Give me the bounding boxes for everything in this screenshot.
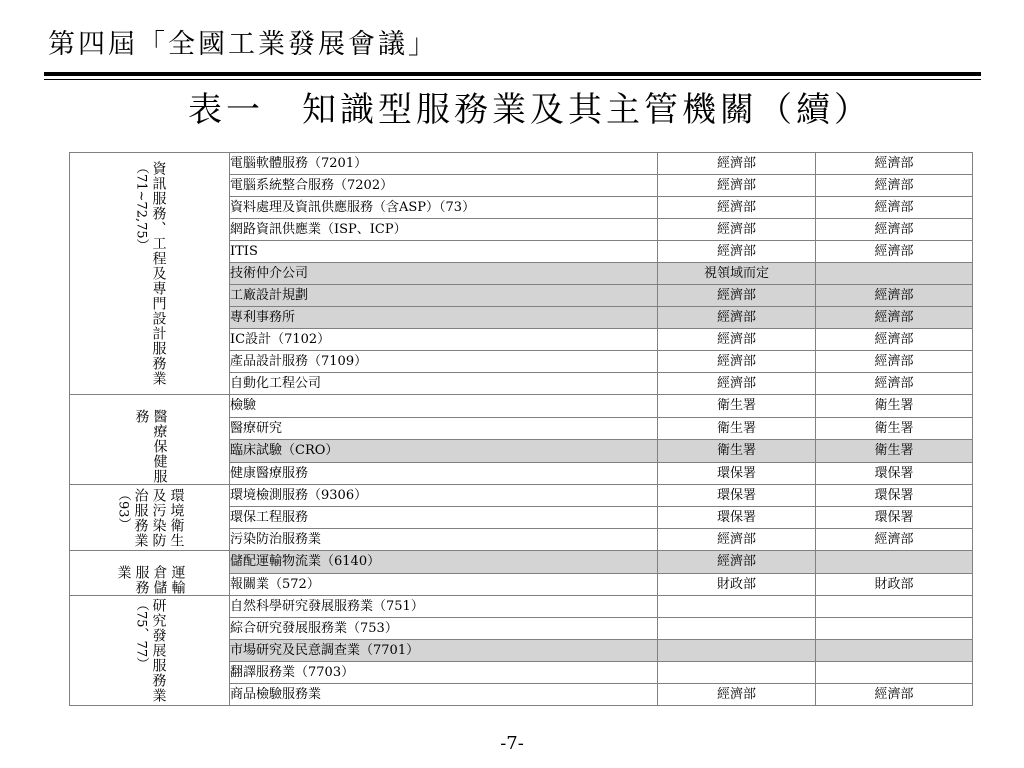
service-item-cell: 環境檢測服務（9306） — [230, 485, 658, 507]
table-row — [70, 596, 973, 618]
authority-cell — [658, 662, 816, 684]
category-label — [114, 565, 186, 595]
category-text: 及污染防 — [150, 487, 167, 548]
authority-cell: 經濟部 — [658, 175, 816, 197]
category-label — [133, 161, 167, 386]
category-text: 資訊服務、工程及專門設計服務業 — [150, 161, 167, 386]
authority-cell: 經濟部 — [658, 529, 816, 551]
services-authority-table — [69, 152, 973, 706]
authority-cell: 環保署 — [658, 507, 816, 529]
authority-cell: 經濟部 — [658, 241, 816, 263]
authority-cell: 經濟部 — [816, 684, 973, 706]
authority-cell: 環保署 — [658, 462, 816, 485]
category-code: （93） — [115, 487, 131, 531]
authority-cell: 經濟部 — [816, 373, 973, 395]
header-rule-thin — [44, 79, 981, 80]
authority-cell: 環保署 — [816, 507, 973, 529]
authority-cell — [816, 662, 973, 684]
authority-cell — [658, 640, 816, 662]
authority-cell: 環保署 — [658, 485, 816, 507]
category-code: （75、77） — [133, 598, 149, 671]
authority-cell — [658, 596, 816, 618]
service-item-cell: 自動化工程公司 — [230, 373, 658, 395]
table-row — [70, 395, 973, 418]
table-row — [70, 551, 973, 574]
category-text: 治服務業 — [132, 487, 149, 548]
authority-cell: 經濟部 — [816, 175, 973, 197]
category-cell — [70, 395, 230, 485]
authority-cell: 衛生署 — [658, 417, 816, 440]
page-number: -7- — [500, 733, 524, 754]
authority-cell — [816, 263, 973, 285]
authority-cell: 經濟部 — [658, 551, 816, 574]
service-item-cell: 專利事務所 — [230, 307, 658, 329]
service-item-cell: IC設計（7102） — [230, 329, 658, 351]
service-item-cell: 自然科學研究發展服務業（751） — [230, 596, 658, 618]
authority-cell — [816, 640, 973, 662]
authority-cell: 財政部 — [658, 573, 816, 596]
authority-cell: 經濟部 — [816, 241, 973, 263]
authority-cell: 經濟部 — [658, 351, 816, 373]
service-item-cell: 污染防治服務業 — [230, 529, 658, 551]
authority-cell: 經濟部 — [658, 373, 816, 395]
category-cell — [70, 485, 230, 551]
category-text: 業 — [115, 565, 132, 580]
authority-cell: 環保署 — [816, 462, 973, 485]
authority-cell: 經濟部 — [658, 285, 816, 307]
authority-cell: 經濟部 — [658, 684, 816, 706]
authority-cell: 環保署 — [816, 485, 973, 507]
authority-cell: 經濟部 — [816, 351, 973, 373]
service-item-cell: 技術仲介公司 — [230, 263, 658, 285]
service-item-cell: 電腦軟體服務（7201） — [230, 153, 658, 175]
service-item-cell: 電腦系統整合服務（7202） — [230, 175, 658, 197]
authority-cell: 衛生署 — [658, 440, 816, 463]
category-label — [133, 598, 167, 703]
authority-cell — [658, 618, 816, 640]
service-item-cell: 產品設計服務（7109） — [230, 351, 658, 373]
service-item-cell: 儲配運輸物流業（6140） — [230, 551, 658, 574]
service-item-cell: 臨床試驗（CRO） — [230, 440, 658, 463]
authority-cell: 經濟部 — [658, 197, 816, 219]
category-text: 服務 — [133, 565, 150, 595]
authority-cell: 視領域而定 — [658, 263, 816, 285]
service-item-cell: 工廠設計規劃 — [230, 285, 658, 307]
authority-cell: 衛生署 — [816, 417, 973, 440]
service-item-cell: 檢驗 — [230, 395, 658, 418]
authority-cell: 經濟部 — [658, 153, 816, 175]
authority-cell — [816, 596, 973, 618]
authority-cell: 經濟部 — [816, 285, 973, 307]
authority-cell: 經濟部 — [658, 307, 816, 329]
authority-cell: 經濟部 — [816, 307, 973, 329]
table-title: 表一 知識型服務業及其主管機關（續） — [188, 90, 872, 130]
service-item-cell: 商品檢驗服務業 — [230, 684, 658, 706]
authority-cell: 經濟部 — [816, 219, 973, 241]
category-text: 研究發展服務業 — [150, 598, 167, 703]
service-item-cell: 健康醫療服務 — [230, 462, 658, 485]
category-text: 醫療保健服 — [151, 409, 168, 484]
authority-cell: 經濟部 — [658, 329, 816, 351]
authority-cell: 經濟部 — [816, 329, 973, 351]
category-text: 運輸 — [169, 565, 186, 595]
service-item-cell: 市場研究及民意調查業（7701） — [230, 640, 658, 662]
table-row — [70, 485, 973, 507]
authority-cell: 衛生署 — [658, 395, 816, 418]
category-text: 務 — [133, 409, 150, 424]
service-item-cell: 醫療研究 — [230, 417, 658, 440]
authority-cell: 衛生署 — [816, 395, 973, 418]
authority-cell: 財政部 — [816, 573, 973, 596]
category-text: 環境衛生 — [168, 487, 185, 548]
service-item-cell: ITIS — [230, 241, 658, 263]
category-text: 倉儲 — [151, 565, 168, 595]
service-item-cell: 網路資訊供應業（ISP、ICP） — [230, 219, 658, 241]
service-item-cell: 翻譯服務業（7703） — [230, 662, 658, 684]
conference-header: 第四屆「全國工業發展會議」 — [48, 29, 438, 60]
service-item-cell: 綜合研究發展服務業（753） — [230, 618, 658, 640]
category-cell — [70, 596, 230, 706]
authority-cell: 衛生署 — [816, 440, 973, 463]
category-label — [115, 488, 185, 548]
category-cell — [70, 153, 230, 395]
table-row — [70, 153, 973, 175]
category-code: （71~72,75） — [133, 161, 149, 252]
service-item-cell: 環保工程服務 — [230, 507, 658, 529]
authority-cell: 經濟部 — [816, 529, 973, 551]
authority-cell: 經濟部 — [658, 219, 816, 241]
category-label — [132, 409, 168, 484]
service-item-cell: 資料處理及資訊供應服務（含ASP）（73） — [230, 197, 658, 219]
authority-cell — [816, 551, 973, 574]
authority-cell: 經濟部 — [816, 153, 973, 175]
authority-cell: 經濟部 — [816, 197, 973, 219]
header-rule-thick — [44, 72, 981, 76]
category-cell — [70, 551, 230, 596]
service-item-cell: 報關業（572） — [230, 573, 658, 596]
authority-cell — [816, 618, 973, 640]
